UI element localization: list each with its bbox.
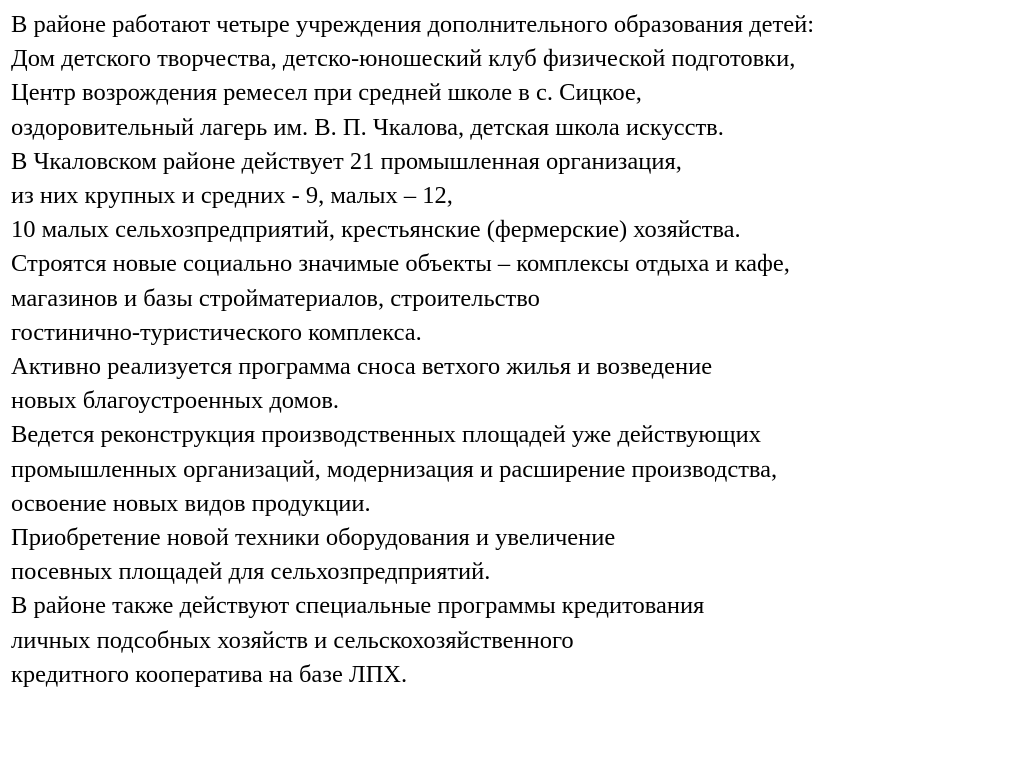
text-line: из них крупных и средних - 9, малых – 12, xyxy=(11,182,453,210)
text-line: промышленных организаций, модернизация и расширение производства, xyxy=(11,455,778,483)
text-line: Активно реализуется программа сноса ветхого жилья и возведение xyxy=(11,353,713,381)
text-line: В районе работают четыре учреждения дополнительного образования детей: xyxy=(11,11,815,38)
text-line: Центр возрождения ремесел при средней школе в с. Сицкое, xyxy=(11,79,642,107)
text-line: Ведется реконструкция производственных площадей уже действующих xyxy=(11,421,761,449)
text-line: В Чкаловском районе действует 21 промышленная организация, xyxy=(11,147,682,175)
text-line: магазинов и базы стройматериалов, строительство xyxy=(11,284,540,312)
text-line: оздоровительный лагерь им. В. П. Чкалова, детская школа искусств. xyxy=(11,113,724,141)
text-line: гостинично-туристического комплекса. xyxy=(11,318,422,346)
text-line: Строятся новые социально значимые объекты – комплексы отдыха и кафе, xyxy=(11,250,790,278)
text-line: Дом детского творчества, детско-юношеский клуб физической подготовки, xyxy=(11,45,796,73)
text-line: 10 малых сельхозпредприятий, крестьянские (фермерские) хозяйства. xyxy=(11,216,741,244)
text-line: кредитного кооператива на базе ЛПХ. xyxy=(11,660,408,688)
text-line: новых благоустроенных домов. xyxy=(11,387,340,415)
text-line: личных подсобных хозяйств и сельскохозяйственного xyxy=(11,626,574,654)
text-line: Приобретение новой техники оборудования и увеличение xyxy=(11,524,616,552)
body-text xyxy=(11,8,1011,692)
text-line: посевных площадей для сельхозпредприятий. xyxy=(11,558,491,586)
text-line: освоение новых видов продукции. xyxy=(11,489,371,517)
text-line: В районе также действуют специальные программы кредитования xyxy=(11,592,705,620)
